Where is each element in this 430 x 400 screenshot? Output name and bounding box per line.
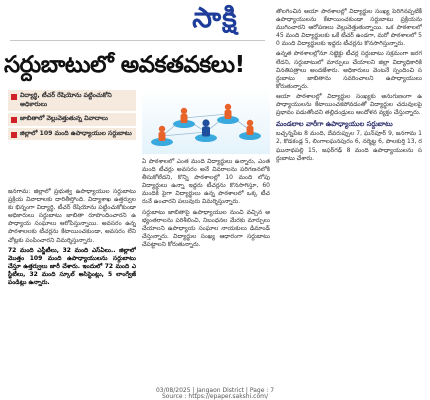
logo-text: సాక్షి xyxy=(192,1,238,34)
highlight-text: జాబితాలో వెల్లువెత్తుతున్న వివాదాలు xyxy=(20,115,108,122)
people-network-graphic xyxy=(142,88,270,154)
highlight-text: జిల్లాలో 109 మంది ఉపాధ్యాయుల సర్దుబాటు xyxy=(20,129,132,137)
paragraph: ఉన్నత పాఠశాలల్లోనూ సబ్జెక్టు టీచర్ల సర్దుబాటు సక్రమంగా జరగలేదని, సర్దుబాటులో మార్పులు చేయాలని జిల్లా విద్యాధికారికి వినతిపత్రాలు అందజేశారు. అధికారులు వెంటనే స్పందించి సర్దుబాటు జాబితాను సవరించాలని ఉపాధ్యాయులు కోరుతున్నారు. xyxy=(276,50,422,90)
article-illustration xyxy=(142,88,270,154)
bullet-square-icon xyxy=(11,117,17,123)
paragraph: జనగామ: జిల్లాలో ప్రభుత్వ ఉపాధ్యాయుల సర్దుబాటు ప్రక్రియ వివాదాలకు దారితీస్తోంది. విద్యాశాఖ ఉత్తర్వులకు భిన్నంగా విద్యార్థి, టీచర్ రేషియోను పట్టించుకోకుండా అధికారులు సర్దుబాటు జాబితా రూపొందించారని ఉపాధ్యాయ సంఘాలు ఆరోపిస్తున్నాయి. అవసరం ఉన్న పాఠశాలలకు టీచర్లను కేటాయించకుండా, అవసరం లేని చోట్లకు పంపించారని విమర్శిస్తున్నారు. xyxy=(8,188,136,244)
masthead-divider xyxy=(10,40,265,41)
bullet-square-icon xyxy=(11,132,17,138)
highlight-text: విద్యార్థి, టీచర్ రేషియోను పట్టించుకోని అధికారులు xyxy=(20,92,112,108)
highlight-item xyxy=(8,113,136,126)
article-column-1 xyxy=(8,188,136,386)
paragraph: ఆయా పాఠశాలల్లో విద్యార్థుల సంఖ్యకు అనుగుణంగా ఉపాధ్యాయులను కేటాయించకపోవడంతో విద్యార్థుల చదువులపై ప్రభావం పడుతోందని తల్లిదండ్రులు ఆందోళన వ్యక్తం చేస్తున్నారు. xyxy=(276,92,422,117)
paragraph: సర్దుబాటు జాబితాపై ఉపాధ్యాయుల నుంచి వచ్చిన అభ్యంతరాలను పరిశీలించి, నిబంధనల మేరకు మార్పులు చేయాలని ఉపాధ్యాయ సంఘాల నాయకులు డిమాండ్ చేస్తున్నారు. విద్యార్థుల సంఖ్య ఆధారంగా సర్దుబాటు చేపట్టాలని కోరుతున్నారు. xyxy=(142,208,270,248)
paragraph: బచ్చన్నపేట 8 మంది, దేవరుప్పుల 7, ఘన్‌పూర్ 9, జనగామ 12, కొడకండ్ల 5, లింగాలఘనపురం 6, నర్మెట్ట 6, పాలకుర్తి 13, రఘునాథపల్లి 15, జఫర్‌గఢ్ 8 మంది ఉపాధ్యాయులను సర్దుబాటు చేశారు. xyxy=(276,130,422,162)
highlight-item xyxy=(8,128,136,141)
article-column-3 xyxy=(276,8,422,386)
footer-dateline: 03/08/2025 | Jangaon District | Page : 7 xyxy=(155,387,275,394)
article-headline: సర్దుబాటులో అవకతవకలు! xyxy=(4,52,245,78)
paragraph: ఏ పాఠశాలలో ఎంత మంది విద్యార్థులు ఉన్నారు, ఎంత మంది టీచర్లు అవసరం అనే వివరాలను పరిగణనలోకి తీసుకోలేదని, కొన్ని పాఠశాలల్లో 10 మంది లోపు విద్యార్థులు ఉన్నా ఇద్దరు టీచర్లను కొనసాగిస్తూ, 60 మందికి పైగా విద్యార్థులు ఉన్న పాఠశాలలో ఒక్క టీచరునే ఉంచారని పలువురు విమర్శిస్తున్నారు. xyxy=(142,158,270,206)
masthead-logo xyxy=(150,1,280,36)
highlights-box xyxy=(8,88,136,188)
article-column-2 xyxy=(142,158,270,386)
section-subheading: మండలాల వారీగా ఉపాధ్యాయుల సర్దుబాటు xyxy=(276,120,393,129)
highlight-item xyxy=(8,90,136,111)
footer-source: Source : https://epaper.sakshi.com/ xyxy=(161,393,269,400)
paragraph: 72 మంది ఎస్జీటీలు, 32 మంది ఎస్ఏలు.. జిల్లాలో మొత్తం 109 మంది ఉపాధ్యాయులను సర్దుబాటు చేస్తూ ఉత్తర్వులు జారీ చేశారు. ఇందులో 72 మంది ఎస్జీటీలు, 32 మంది స్కూల్ అసిస్టెంట్లు, 5 లాంగ్వేజ్ పండిట్లు ఉన్నారు. xyxy=(8,246,136,287)
bullet-square-icon xyxy=(11,94,17,100)
paragraph: తొలగించిన ఆయా పాఠశాలల్లో విద్యార్థుల సంఖ్య పెరిగినప్పటికీ ఉపాధ్యాయులను కేటాయించకుండా సర్దుబాటు ప్రక్రియను ముగించారని ఆరోపణలు వెల్లువెత్తుతున్నాయి. ఒక పాఠశాలలో 45 మంది విద్యార్థులకు ఒకే టీచర్ ఉండగా, మరో పాఠశాలలో 50 మంది విద్యార్థులకు ఇద్దరు టీచర్లను కొనసాగిస్తున్నారు. xyxy=(276,8,422,48)
page-footer xyxy=(0,388,430,400)
